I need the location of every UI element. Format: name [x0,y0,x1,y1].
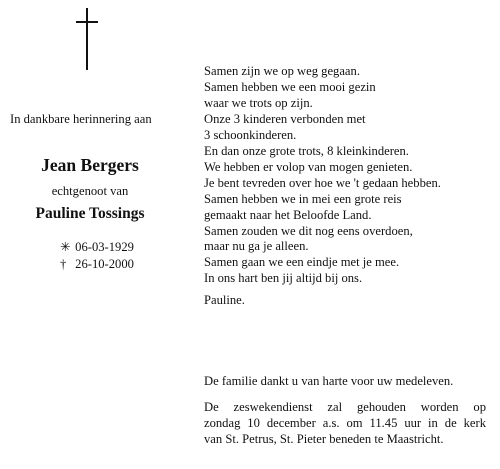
service-line: De zeswekendienst zal gehouden worden op [204,400,486,414]
poem-line: gemaakt naar het Beloofde Land. [204,207,372,222]
spouse-name: Pauline Tossings [35,205,145,222]
poem [204,64,494,287]
poem-line: Samen hebben we in mei een grote reis [204,191,402,206]
poem-line: Je bent tevreden over hoe we 't gedaan hebben. [204,175,441,190]
cross-icon [76,8,98,70]
service-line: zondag 10 december a.s. om 11.45 uur in de kerk [204,415,486,430]
service-line: van St. Petrus, St. Pieter beneden te Maastricht. [204,431,444,446]
poem-line: Samen zijn we op weg gegaan. [204,64,360,78]
poem-line: 3 schoonkinderen. [204,127,297,142]
birth-date: 06-03-1929 [75,240,134,254]
birth-date-row [60,239,134,256]
poem-line: In ons hart ben jij altijd bij ons. [204,271,363,286]
poem-line: En dan onze grote trots, 8 kleinkinderen. [204,143,409,158]
poem-line: We hebben er volop van mogen genieten. [204,159,413,174]
memorial-intro: In dankbare herinnering aan [10,112,152,126]
death-date-row [60,256,134,273]
death-date: 26-10-2000 [75,256,134,271]
poem-line: Onze 3 kinderen verbonden met [204,111,366,126]
birth-star-icon: ✳ [60,240,71,254]
poem-line: Samen gaan we een eindje met je mee. [204,255,400,270]
thanks-note: De familie dankt u van harte voor uw medeleven. [204,374,454,388]
poem-line: maar nu ga je alleen. [204,239,309,254]
death-cross-icon: † [60,256,67,271]
spouse-label: echtgenoot van [51,184,129,198]
poem-line: waar we trots op zijn. [204,95,313,110]
poem-line: Samen hebben we een mooi gezin [204,79,376,94]
life-dates [60,239,134,272]
service-notice [204,400,486,447]
deceased-name: Jean Bergers [41,155,139,175]
poem-line: Samen zouden we dit nog eens overdoen, [204,223,413,238]
signature: Pauline. [204,293,245,307]
